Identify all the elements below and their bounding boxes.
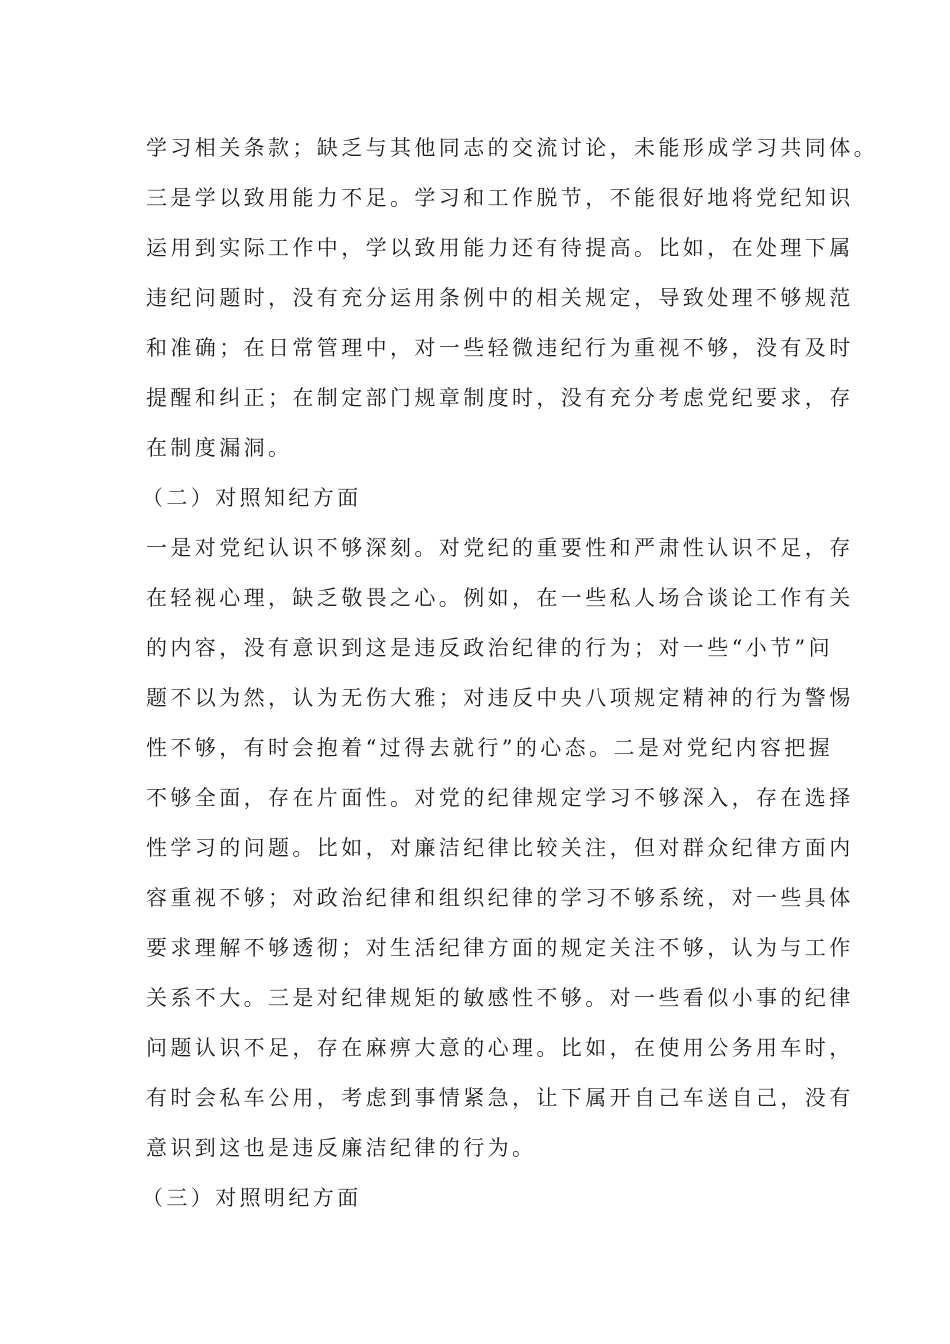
text-line: 三是学以致用能力不足。学习和工作脱节，不能很好地将党纪知识 [146, 186, 854, 210]
text-line: 和准确；在日常管理中，对一些轻微违纪行为重视不够，没有及时 [146, 336, 854, 360]
text-line: 要求理解不够透彻；对生活纪律方面的规定关注不够，认为与工作 [146, 936, 854, 960]
text-line: 意识到这也是违反廉洁纪律的行为。 [146, 1136, 537, 1160]
text-line: 提醒和纠正；在制定部门规章制度时，没有充分考虑党纪要求，存 [146, 386, 854, 410]
text-line: 的内容，没有意识到这是违反政治纪律的行为；对一些“小节”问 [146, 636, 834, 660]
text-line: 有时会私车公用，考虑到事情紧急，让下属开自己车送自己，没有 [146, 1086, 854, 1110]
text-line: 在轻视心理，缺乏敬畏之心。例如，在一些私人场合谈论工作有关 [146, 586, 854, 610]
text-line: 违纪问题时，没有充分运用条例中的相关规定，导致处理不够规范 [146, 286, 854, 310]
text-line: 不够全面，存在片面性。对党的纪律规定学习不够深入，存在选择 [146, 786, 854, 810]
text-line: 问题认识不足，存在麻痹大意的心理。比如，在使用公务用车时， [146, 1036, 854, 1060]
text-line: 在制度漏洞。 [146, 436, 293, 460]
text-line: 关系不大。三是对纪律规矩的敏感性不够。对一些看似小事的纪律 [146, 986, 854, 1010]
text-line: 学习相关条款；缺乏与其他同志的交流讨论，未能形成学习共同体。 [146, 136, 878, 160]
text-line: 一是对党纪认识不够深刻。对党纪的重要性和严肃性认识不足，存 [146, 536, 854, 560]
text-line: 性不够，有时会抱着“过得去就行”的心态。二是对党纪内容把握 [146, 736, 834, 760]
section-heading: （二）对照知纪方面 [142, 486, 362, 510]
section-heading: （三）对照明纪方面 [142, 1186, 362, 1210]
text-line: 题不以为然，认为无伤大雅；对违反中央八项规定精神的行为警惕 [146, 686, 854, 710]
text-line: 性学习的问题。比如，对廉洁纪律比较关注，但对群众纪律方面内 [146, 836, 854, 860]
document-body [142, 123, 878, 1223]
text-line: 容重视不够；对政治纪律和组织纪律的学习不够系统，对一些具体 [146, 886, 854, 910]
text-line: 运用到实际工作中，学以致用能力还有待提高。比如，在处理下属 [146, 236, 854, 260]
